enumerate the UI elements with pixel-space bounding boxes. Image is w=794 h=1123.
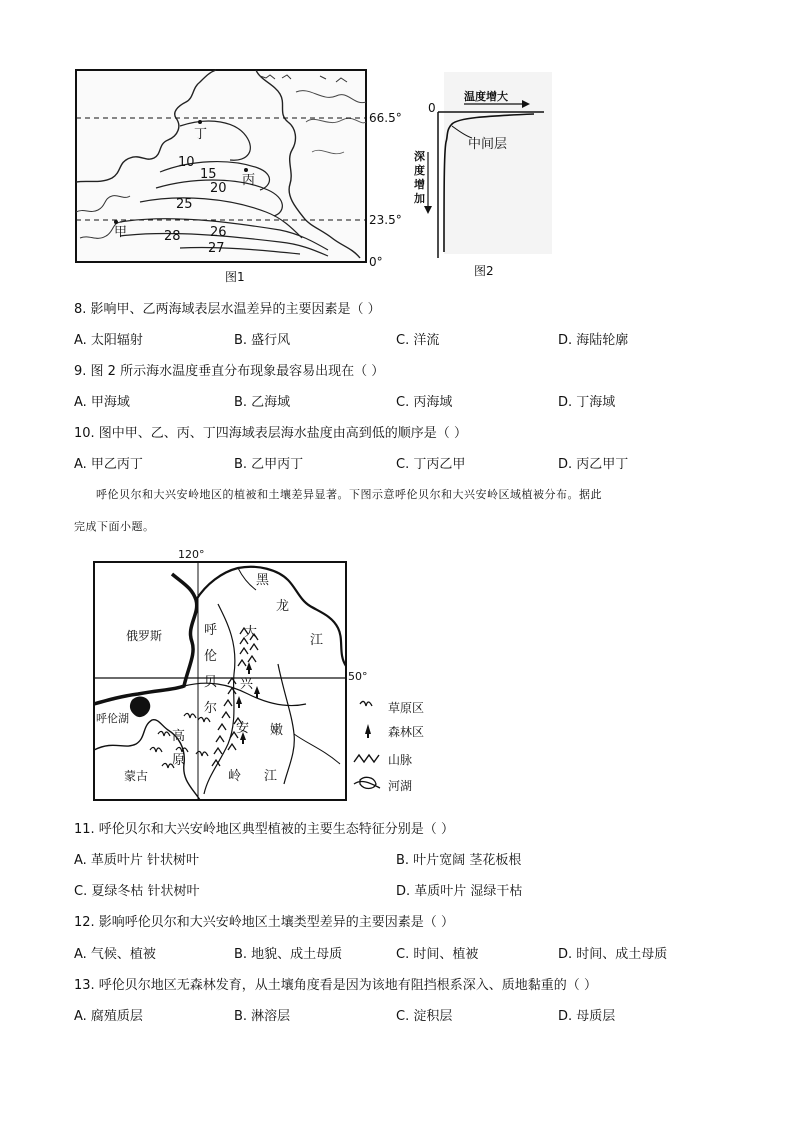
fig3-hulun-lake-label: 呼伦湖: [96, 712, 129, 725]
q11-option-b[interactable]: B. 叶片宽阔 茎花板根: [396, 853, 522, 868]
lat-66-label: 66.5°: [369, 111, 402, 125]
fig2-layer-label: 中间层: [468, 137, 508, 152]
figure-1-caption: 图1: [225, 270, 245, 284]
isotherm-label: 20: [210, 181, 227, 196]
question-11-stem: 11. 呼伦贝尔和大兴安岭地区典型植被的主要生态特征分别是（ ）: [74, 822, 454, 837]
fig2-y-char: 增: [414, 178, 425, 191]
q12-option-b[interactable]: B. 地貌、成土母质: [234, 947, 343, 962]
legend-river-lake-label: 河湖: [388, 779, 413, 793]
legend-mountain-label: 山脉: [388, 753, 413, 767]
fig2-y-char: 度: [414, 164, 425, 177]
isotherm-label: 27: [208, 241, 225, 256]
fig3-heilongjiang-char: 江: [310, 633, 324, 648]
fig2-x-label: 温度增大: [464, 90, 508, 103]
q9-option-d[interactable]: D. 丁海域: [558, 395, 616, 410]
lat-23-label: 23.5°: [369, 213, 402, 227]
region-ding-label: 丁: [194, 127, 208, 142]
isotherm-label: 28: [164, 229, 181, 244]
fig3-nenjiang-char: 嫩: [270, 723, 284, 738]
q9-option-b[interactable]: B. 乙海域: [234, 395, 291, 410]
q8-option-a[interactable]: A. 太阳辐射: [74, 333, 143, 348]
isotherm-label: 25: [176, 197, 193, 212]
region-jia-label: 甲: [114, 225, 128, 240]
figure-2-profile: [404, 72, 554, 272]
lat-0-label: 0°: [369, 255, 383, 269]
question-9-stem: 9. 图 2 所示海水温度垂直分布现象最容易出现在（ ）: [74, 364, 385, 379]
fig3-mongolia-label: 蒙古: [124, 769, 149, 783]
q13-option-d[interactable]: D. 母质层: [558, 1009, 616, 1024]
fig3-russia-label: 俄罗斯: [126, 629, 163, 643]
q8-option-d[interactable]: D. 海陆轮廓: [558, 333, 629, 348]
passage-intro-line-2: 完成下面小题。: [74, 520, 155, 533]
passage-intro-line-1: 呼伦贝尔和大兴安岭地区的植被和土壤差异显著。下图示意呼伦贝尔和大兴安岭区域植被分布。据此: [96, 488, 602, 501]
fig3-gaoyuan-char: 原: [172, 753, 186, 768]
legend-forest-label: 森林区: [388, 725, 425, 739]
fig2-y-char: 加: [414, 192, 425, 205]
figure-2-caption: 图2: [474, 264, 494, 278]
question-13-stem: 13. 呼伦贝尔地区无森林发育，从土壤角度看是因为该地有阻挡根系深入、质地黏重的（ ）: [74, 978, 597, 993]
q8-option-c[interactable]: C. 洋流: [396, 333, 440, 348]
q11-option-a[interactable]: A. 革质叶片 针状树叶: [74, 853, 200, 868]
fig3-daxinganling-char: 大: [244, 625, 258, 640]
q12-option-a[interactable]: A. 气候、植被: [74, 947, 156, 962]
q8-option-b[interactable]: B. 盛行风: [234, 333, 291, 348]
fig3-gaoyuan-char: 高: [172, 729, 186, 744]
q13-option-b[interactable]: B. 淋溶层: [234, 1009, 291, 1024]
q9-option-c[interactable]: C. 丙海域: [396, 395, 453, 410]
fig3-legend: [354, 700, 424, 793]
isotherm-label: 26: [210, 225, 227, 240]
fig3-daxinganling-char: 安: [236, 721, 250, 736]
fig3-heilongjiang-char: 龙: [276, 599, 290, 614]
fig3-daxinganling-char: 岭: [228, 769, 242, 784]
question-12-stem: 12. 影响呼伦贝尔和大兴安岭地区土壤类型差异的主要因素是（ ）: [74, 915, 454, 930]
legend-grassland-label: 草原区: [388, 701, 425, 715]
fig3-hulunbeier-char: 尔: [204, 701, 218, 716]
q9-option-a[interactable]: A. 甲海域: [74, 395, 130, 410]
figure-1-map: [60, 62, 420, 274]
fig3-hulunbeier-char: 贝: [204, 675, 218, 690]
fig3-hulunbeier-char: 伦: [204, 649, 218, 664]
isotherm-label: 10: [178, 155, 195, 170]
fig2-origin: 0: [428, 101, 436, 115]
q10-option-b[interactable]: B. 乙甲丙丁: [234, 457, 304, 472]
isotherm-label: 15: [200, 167, 217, 182]
fig3-hulunbeier-char: 呼: [204, 623, 218, 638]
region-bing-label: 丙: [242, 173, 256, 188]
q12-option-d[interactable]: D. 时间、成土母质: [558, 947, 668, 962]
fig2-y-char: 深: [414, 150, 425, 163]
q13-option-c[interactable]: C. 淀积层: [396, 1009, 453, 1024]
fig3-nenjiang-char: 江: [264, 769, 278, 784]
question-8-stem: 8. 影响甲、乙两海域表层水温差异的主要因素是（ ）: [74, 302, 381, 317]
fig3-daxinganling-char: 兴: [240, 677, 254, 692]
q10-option-a[interactable]: A. 甲乙丙丁: [74, 457, 143, 472]
fig3-heilongjiang-char: 黑: [256, 573, 270, 588]
fig3-lon-label: 120°: [178, 548, 205, 561]
q11-option-c[interactable]: C. 夏绿冬枯 针状树叶: [74, 884, 200, 899]
q11-option-d[interactable]: D. 革质叶片 湿绿干枯: [396, 884, 523, 899]
q13-option-a[interactable]: A. 腐殖质层: [74, 1009, 143, 1024]
q12-option-c[interactable]: C. 时间、植被: [396, 947, 479, 962]
figure-3-vegetation-map: [88, 544, 448, 806]
q10-option-c[interactable]: C. 丁丙乙甲: [396, 457, 466, 472]
q10-option-d[interactable]: D. 丙乙甲丁: [558, 457, 629, 472]
question-10-stem: 10. 图中甲、乙、丙、丁四海域表层海水盐度由高到低的顺序是（ ）: [74, 426, 467, 441]
fig3-lat-label: 50°: [348, 670, 368, 683]
